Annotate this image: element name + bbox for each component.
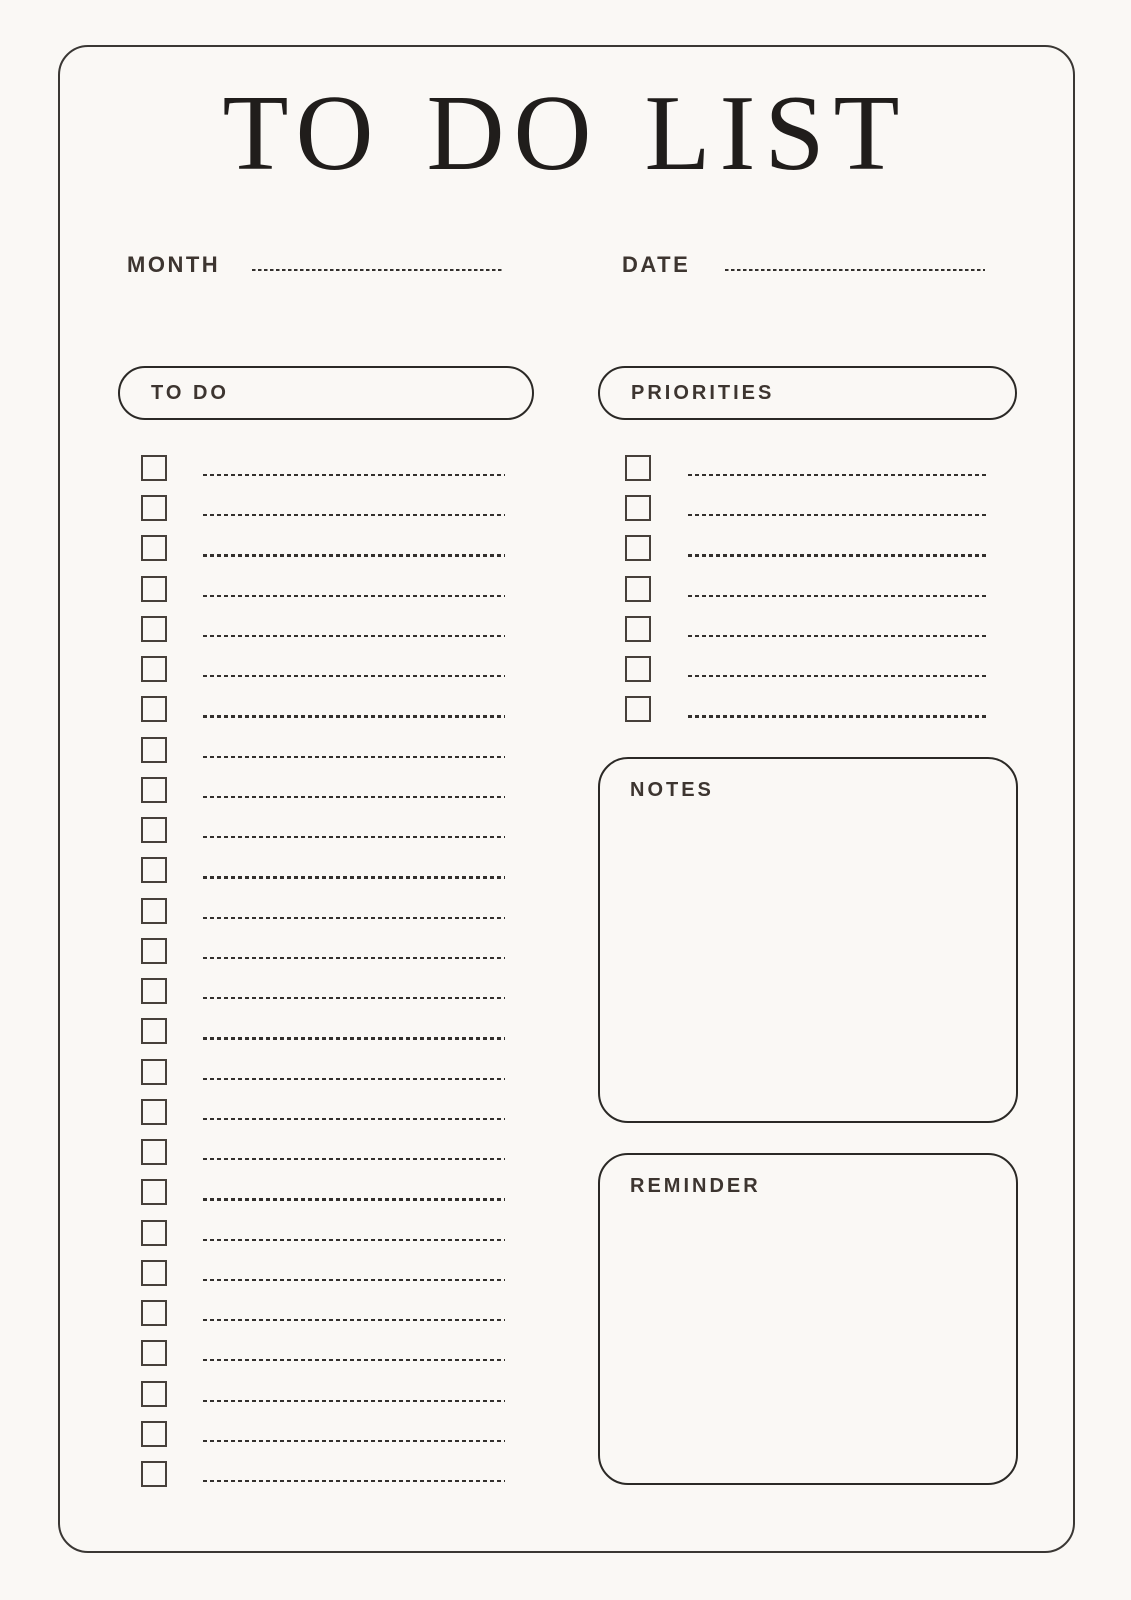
priority-item-fill-in-line[interactable] (688, 474, 987, 476)
todo-item-row (141, 978, 505, 1018)
todo-item-checkbox[interactable] (141, 1461, 167, 1487)
todo-checklist (141, 455, 505, 1505)
todo-item-checkbox[interactable] (141, 616, 167, 642)
todo-item-fill-in-line[interactable] (203, 474, 505, 476)
todo-item-fill-in-line[interactable] (203, 715, 505, 717)
priority-item-checkbox[interactable] (625, 455, 651, 481)
todo-item-checkbox[interactable] (141, 737, 167, 763)
todo-item-fill-in-line[interactable] (203, 1359, 505, 1361)
todo-item-row (141, 857, 505, 897)
todo-item-row (141, 1381, 505, 1421)
todo-item-fill-in-line[interactable] (203, 1239, 505, 1241)
priority-item-checkbox[interactable] (625, 495, 651, 521)
todo-item-fill-in-line[interactable] (203, 1078, 505, 1080)
todo-item-row (141, 777, 505, 817)
month-label: MONTH (127, 252, 221, 277)
todo-item-row (141, 737, 505, 777)
todo-item-row (141, 1099, 505, 1139)
todo-item-row (141, 1421, 505, 1461)
todo-item-checkbox[interactable] (141, 1421, 167, 1447)
todo-item-fill-in-line[interactable] (203, 1319, 505, 1321)
todo-item-checkbox[interactable] (141, 576, 167, 602)
todo-item-checkbox[interactable] (141, 1300, 167, 1326)
todo-item-fill-in-line[interactable] (203, 1198, 505, 1200)
priority-item-fill-in-line[interactable] (688, 595, 987, 597)
todo-item-fill-in-line[interactable] (203, 514, 505, 516)
todo-item-row (141, 817, 505, 857)
todo-item-row (141, 938, 505, 978)
priority-item-row (625, 576, 987, 616)
priority-item-row (625, 656, 987, 696)
todo-item-fill-in-line[interactable] (203, 997, 505, 999)
page-title: TO DO LIST (222, 74, 909, 193)
todo-item-row (141, 1139, 505, 1179)
notes-section (598, 757, 1018, 1123)
priority-item-checkbox[interactable] (625, 576, 651, 602)
todo-item-row (141, 696, 505, 736)
todo-item-fill-in-line[interactable] (203, 1279, 505, 1281)
priority-item-fill-in-line[interactable] (688, 635, 987, 637)
todo-item-row (141, 1260, 505, 1300)
todo-item-checkbox[interactable] (141, 817, 167, 843)
todo-section-header (118, 366, 534, 420)
todo-item-checkbox[interactable] (141, 898, 167, 924)
month-fill-in-line[interactable] (252, 269, 502, 271)
todo-item-fill-in-line[interactable] (203, 1158, 505, 1160)
todo-item-checkbox[interactable] (141, 777, 167, 803)
todo-header-label: TO DO (151, 382, 229, 404)
todo-item-row (141, 535, 505, 575)
todo-item-row (141, 576, 505, 616)
todo-item-checkbox[interactable] (141, 455, 167, 481)
todo-item-row (141, 1300, 505, 1340)
priority-item-row (625, 696, 987, 736)
priority-item-fill-in-line[interactable] (688, 715, 987, 717)
todo-item-fill-in-line[interactable] (203, 796, 505, 798)
todo-item-row (141, 455, 505, 495)
priorities-section-header (598, 366, 1017, 420)
date-label: DATE (622, 252, 691, 277)
priority-item-fill-in-line[interactable] (688, 514, 987, 516)
notes-label: NOTES (630, 779, 714, 801)
priority-item-fill-in-line[interactable] (688, 554, 987, 556)
priority-item-row (625, 616, 987, 656)
todo-item-fill-in-line[interactable] (203, 756, 505, 758)
priority-item-checkbox[interactable] (625, 535, 651, 561)
todo-item-row (141, 616, 505, 656)
todo-item-checkbox[interactable] (141, 938, 167, 964)
reminder-label: REMINDER (630, 1175, 761, 1197)
todo-item-row (141, 1179, 505, 1219)
todo-item-checkbox[interactable] (141, 1059, 167, 1085)
todo-item-checkbox[interactable] (141, 1381, 167, 1407)
todo-item-checkbox[interactable] (141, 696, 167, 722)
priority-item-row (625, 455, 987, 495)
todo-item-fill-in-line[interactable] (203, 957, 505, 959)
todo-item-checkbox[interactable] (141, 656, 167, 682)
todo-item-fill-in-line[interactable] (203, 595, 505, 597)
todo-item-row (141, 1220, 505, 1260)
todo-item-checkbox[interactable] (141, 1220, 167, 1246)
priority-item-checkbox[interactable] (625, 616, 651, 642)
todo-item-checkbox[interactable] (141, 1179, 167, 1205)
todo-item-checkbox[interactable] (141, 978, 167, 1004)
todo-item-fill-in-line[interactable] (203, 836, 505, 838)
todo-item-fill-in-line[interactable] (203, 917, 505, 919)
todo-item-row (141, 495, 505, 535)
todo-item-row (141, 1461, 505, 1501)
priority-item-checkbox[interactable] (625, 696, 651, 722)
todo-item-row (141, 1340, 505, 1380)
todo-item-checkbox[interactable] (141, 1099, 167, 1125)
todo-item-row (141, 1018, 505, 1058)
todo-item-fill-in-line[interactable] (203, 1118, 505, 1120)
todo-item-fill-in-line[interactable] (203, 1440, 505, 1442)
priority-item-checkbox[interactable] (625, 656, 651, 682)
priorities-checklist (625, 455, 987, 745)
todo-item-fill-in-line[interactable] (203, 554, 505, 556)
todo-item-fill-in-line[interactable] (203, 1480, 505, 1482)
reminder-section (598, 1153, 1018, 1485)
todo-item-checkbox[interactable] (141, 1018, 167, 1044)
todo-item-row (141, 1059, 505, 1099)
todo-item-checkbox[interactable] (141, 1260, 167, 1286)
todo-item-checkbox[interactable] (141, 857, 167, 883)
priority-item-row (625, 535, 987, 575)
todo-item-fill-in-line[interactable] (203, 675, 505, 677)
priorities-header-label: PRIORITIES (631, 382, 775, 404)
priority-item-row (625, 495, 987, 535)
reminder-content-area[interactable] (608, 1211, 1008, 1475)
notes-content-area[interactable] (608, 815, 1008, 1113)
todo-item-checkbox[interactable] (141, 495, 167, 521)
todo-item-fill-in-line[interactable] (203, 876, 505, 878)
todo-item-fill-in-line[interactable] (203, 635, 505, 637)
todo-item-row (141, 898, 505, 938)
todo-item-fill-in-line[interactable] (203, 1037, 505, 1039)
priority-item-fill-in-line[interactable] (688, 675, 987, 677)
todo-item-row (141, 656, 505, 696)
todo-item-checkbox[interactable] (141, 535, 167, 561)
todo-item-checkbox[interactable] (141, 1139, 167, 1165)
todo-item-fill-in-line[interactable] (203, 1400, 505, 1402)
todo-item-checkbox[interactable] (141, 1340, 167, 1366)
date-fill-in-line[interactable] (725, 269, 985, 271)
